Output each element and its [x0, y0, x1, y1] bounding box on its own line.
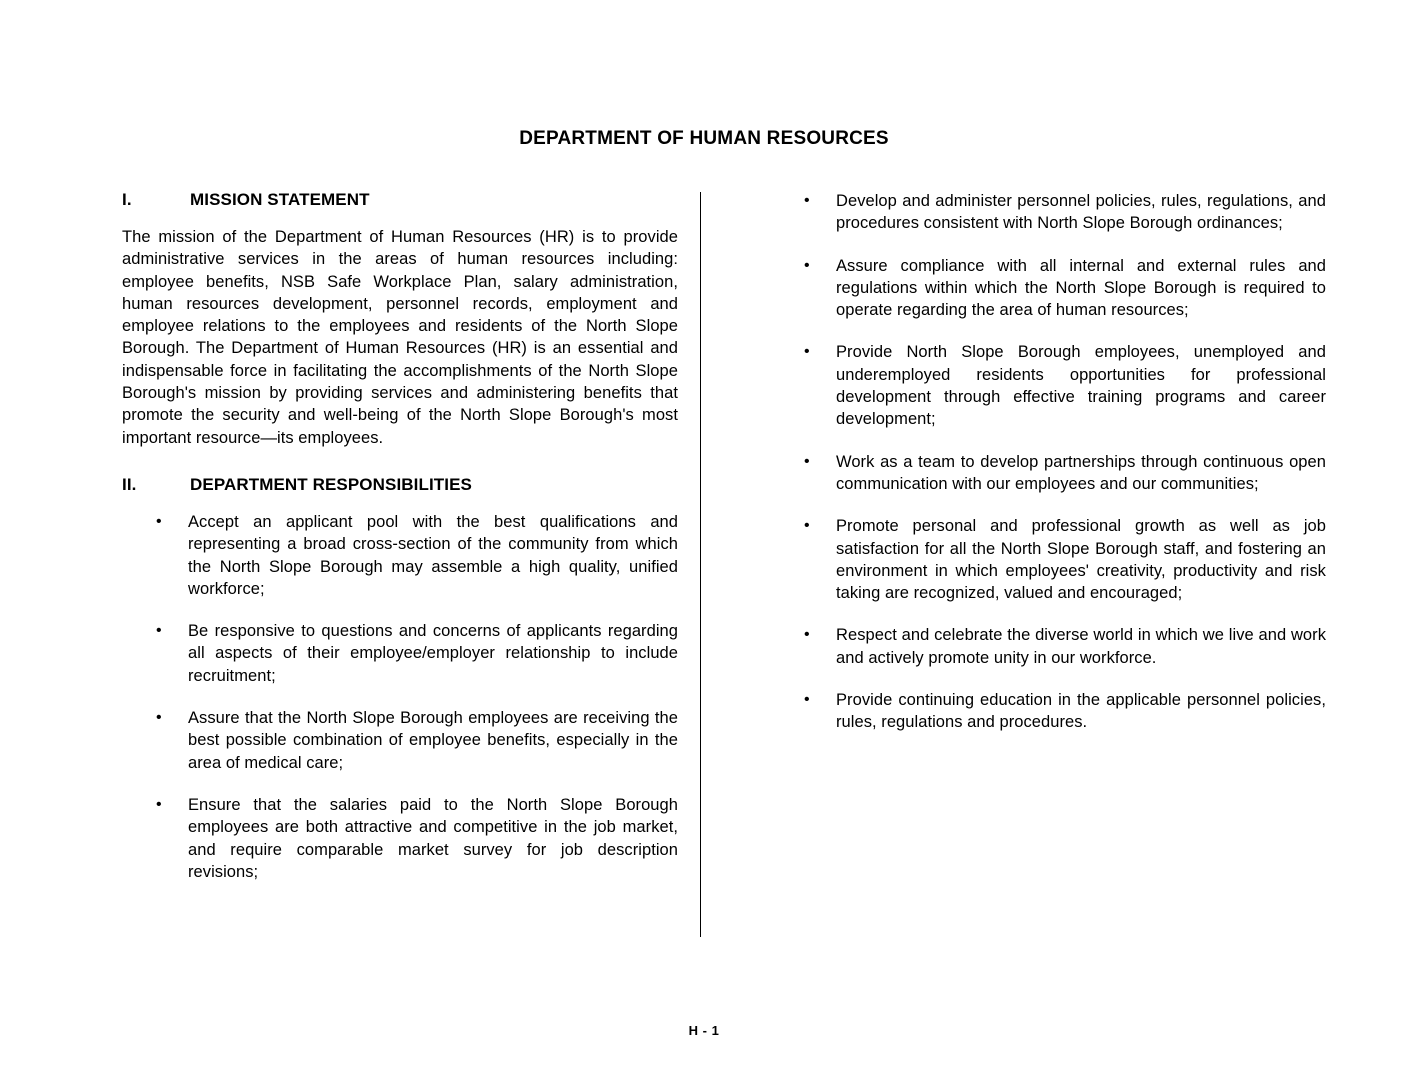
list-item-text: Accept an applicant pool with the best qualifications and representing a broad cross-section of the community from which the North Slope Borough may assemble a high quality, unified workforce;	[188, 512, 678, 598]
list-item	[770, 255, 1326, 322]
page-title: DEPARTMENT OF HUMAN RESOURCES	[519, 128, 889, 149]
bullet-icon: •	[804, 626, 810, 644]
list-item	[122, 511, 678, 600]
list-item	[770, 624, 1326, 669]
bullet-icon: •	[156, 709, 162, 727]
list-item-text: Develop and administer personnel policies, rules, regulations, and procedures consistent with North Slope Borough ordinances;	[836, 192, 1326, 233]
bullet-icon: •	[156, 512, 162, 530]
bullet-icon: •	[804, 517, 810, 535]
page-number: H - 1	[688, 1023, 720, 1038]
responsibilities-list-left	[122, 511, 678, 883]
list-item-text: Work as a team to develop partnerships through continuous open communication with our employees and our communities;	[836, 452, 1326, 493]
section-number: II.	[122, 474, 137, 494]
list-item	[122, 707, 678, 774]
mission-paragraph: The mission of the Department of Human Resources (HR) is to provide administrative services in the areas of human resources including: employee benefits, NSB Safe Workplace Plan, salary administration, human resources development, personnel records, employment and employee relations to the employees and residents of the North Slope Borough. The Department of Human Resources (HR) is an essential and indispensable force in facilitating the accomplishments of the North Slope Borough's mission by providing services and administering benefits that promote the security and well-being of the North Slope Borough's most important resource—its employees.	[122, 228, 678, 447]
section-title: MISSION STATEMENT	[190, 190, 370, 209]
bullet-icon: •	[804, 192, 810, 209]
bullet-icon: •	[804, 691, 810, 709]
list-item	[122, 620, 678, 687]
list-item	[770, 190, 1326, 235]
list-item-text: Provide North Slope Borough employees, unemployed and underemployed residents opportunities for professional development through effective training programs and career development;	[836, 343, 1326, 429]
list-item	[770, 341, 1326, 430]
section-title: DEPARTMENT RESPONSIBILITIES	[190, 474, 472, 494]
section-number: I.	[122, 190, 132, 209]
list-item-text: Be responsive to questions and concerns of applicants regarding all aspects of their employee/employer relationship to include recruitment;	[188, 622, 678, 685]
responsibilities-list-right	[770, 190, 1326, 734]
list-item-text: Respect and celebrate the diverse world in which we live and work and actively promote unity in our workforce.	[836, 626, 1326, 667]
list-item	[770, 451, 1326, 496]
list-item-text: Promote personal and professional growth as well as job satisfaction for all the North Slope Borough staff, and fostering an environment in which employees' creativity, productivity and risk taking are recognized, valued and encouraged;	[836, 517, 1326, 603]
right-column	[770, 190, 1326, 734]
bullet-icon: •	[156, 795, 162, 813]
bullet-icon: •	[804, 343, 810, 361]
bullet-icon: •	[156, 622, 162, 640]
content-columns	[122, 190, 1326, 950]
list-item-text: Provide continuing education in the applicable personnel policies, rules, regulations and procedures.	[836, 691, 1326, 732]
bullet-icon: •	[804, 452, 810, 470]
list-item-text: Assure that the North Slope Borough employees are receiving the best possible combination of employee benefits, especially in the area of medical care;	[188, 709, 678, 772]
list-item-text: Ensure that the salaries paid to the North Slope Borough employees are both attractive and competitive in the job market, and require comparable market survey for job description revisions;	[188, 795, 678, 881]
left-column	[122, 190, 678, 883]
list-item	[770, 515, 1326, 604]
list-item	[770, 689, 1326, 734]
list-item-text: Assure compliance with all internal and external rules and regulations within which the North Slope Borough is required to operate regarding the area of human resources;	[836, 256, 1326, 320]
bullet-icon: •	[804, 256, 810, 274]
list-item	[122, 794, 678, 883]
section-heading-responsibilities	[122, 475, 678, 495]
section-heading-mission	[122, 190, 678, 210]
